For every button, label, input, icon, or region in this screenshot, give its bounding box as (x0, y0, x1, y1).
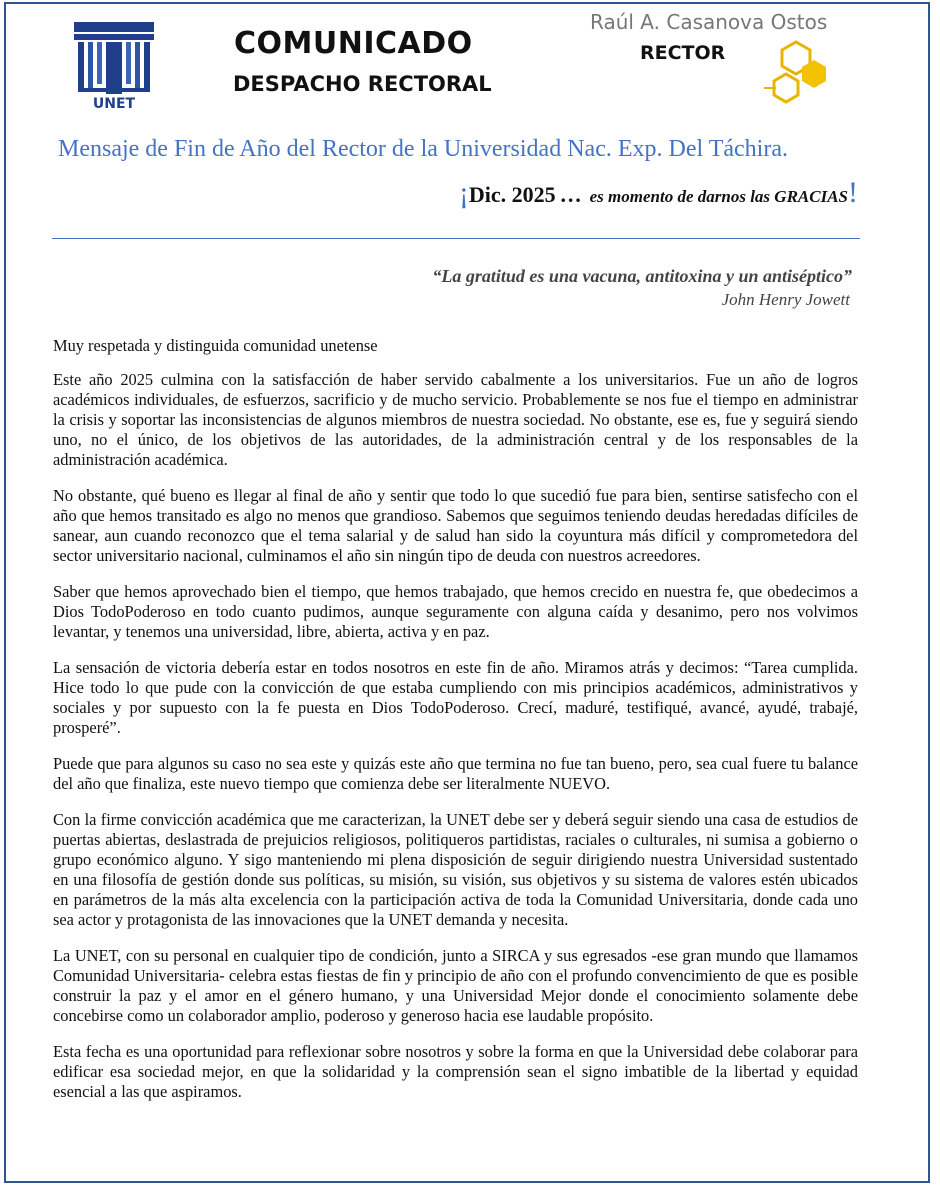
letter-body (53, 336, 858, 1118)
document-subtitle: DESPACHO RECTORAL (233, 72, 492, 96)
dateline-close: ! (848, 176, 858, 209)
paragraph: Esta fecha es una oportunidad para reflexionar sobre nosotros y sobre la forma en que la Universidad debe colaborar para edificar esa sociedad mejor, en que la solidaridad y la comprensión sean el signo imbatible de la libertad y equidad esencial a las que aspiramos. (53, 1042, 858, 1101)
paragraph: La sensación de victoria debería estar en todos nosotros en este fin de año. Miramos atrás y decimos: “Tarea cumplida. Hice todo lo que pude con la convicción de que estaba cumpliendo con mis principios académicos, administrativos y sociales y por supuesto con la fe puesta en Dios TodoPoderoso. Crecí, maduré, testifiqué, avancé, ayudé, trabajé, prosperé”. (53, 658, 858, 737)
paragraph: No obstante, qué bueno es llegar al final de año y sentir que todo lo que sucedió fue para bien, sentirse satisfecho con el año que hemos transitado es algo no menos que grandioso. Sabemos que seguimos teniendo deudas heredadas difíciles de sanear, aun cuando reconozco que el tema salarial y de salud han sido la coyuntura más difícil y comprometedora del sector universitario nacional, culminamos el año sin ningún tipo de deuda con nuestros acreedores. (53, 486, 858, 565)
paragraph: Con la firme convicción académica que me caracterizan, la UNET debe ser y deberá seguir siendo una casa de estudios de puertas abiertas, deslastrada de prejuicios religiosos, politiqueros partidistas, raciales o culturales, ni sumisa a gobierno o grupo económico alguno. Y sigo manteniendo mi plena disposición de seguir dirigiendo nuestra Universidad sustentado en una filosofía de gestión donde sus políticas, su misión, su visión, sus objetivos y su sistema de valores estén ubicados en parámetros de la más alta excelencia con la participación activa de toda la Comunidad Universitaria, donde cada uno sea actor y protagonista de las innovaciones que la UNET demanda y necesita. (53, 810, 858, 929)
document-title: COMUNICADO (234, 26, 473, 61)
unet-logo (74, 22, 154, 112)
dateline-open: ¡ (458, 176, 469, 209)
divider (52, 238, 860, 239)
epigraph-author: John Henry Jowett (721, 290, 850, 309)
paragraph: Saber que hemos aprovechado bien el tiempo, que hemos trabajado, que hemos crecido en nuestra fe, que obedecimos a Dios TodoPoderoso en todo cuanto pudimos, aunque seguramente con alguna caída y desanimo, pero nos volvimos levantar, y tenemos una universidad, libre, abierta, activa y en paz. (53, 582, 858, 641)
dateline-dots: … (559, 182, 582, 207)
greeting: Muy respetada y distinguida comunidad unetense (53, 336, 378, 355)
paragraph: Puede que para algunos su caso no sea este y quizás este año que termina no fue tan bueno, pero, sea cual fuere tu balance del año que finaliza, este nuevo tiempo que comienza debe ser literalmente NUEVO. (53, 754, 858, 793)
rector-name: Raúl A. Casanova Ostos (590, 10, 828, 34)
headline: Mensaje de Fin de Año del Rector de la Universidad Nac. Exp. Del Táchira. (58, 136, 788, 162)
paragraph: Este año 2025 culmina con la satisfacción de haber servido cabalmente a los universitarios. Fue un año de logros académicos individuales, de esfuerzos, sacrificio y de mucho servicio. Probablemente se nos fue el tiempo en administrar la crisis y soportar las inconsistencias de algunos miembros de nuestra sociedad. No obstante, ese es, fue y seguirá siendo uno, no el único, de los objetivos de las autoridades, de la administración central y de los responsables de la administración académica. (53, 370, 858, 469)
hexagon-logo-icon (760, 38, 832, 110)
unet-logo-text: UNET (92, 96, 136, 112)
dateline (459, 176, 858, 210)
dateline-text: es momento de darnos las GRACIAS (589, 187, 848, 206)
paragraph: La UNET, con su personal en cualquier tipo de condición, junto a SIRCA y sus egresados -ese gran mundo que llamamos Comunidad Universitaria- celebra estas fiestas de fin y principio de año con el profundo convencimiento de que es posible construir la paz y el amor en el género humano, y una Universidad Mejor donde el conocimiento solamente debe concebirse como un colaborador amplio, poderoso y generoso hacia ese laudable propósito. (53, 946, 858, 1025)
rector-title: RECTOR (640, 42, 726, 64)
dateline-date: Dic. 2025 (468, 182, 556, 207)
epigraph-quote: “La gratitud es una vacuna, antitoxina y un antiséptico” (432, 266, 852, 286)
